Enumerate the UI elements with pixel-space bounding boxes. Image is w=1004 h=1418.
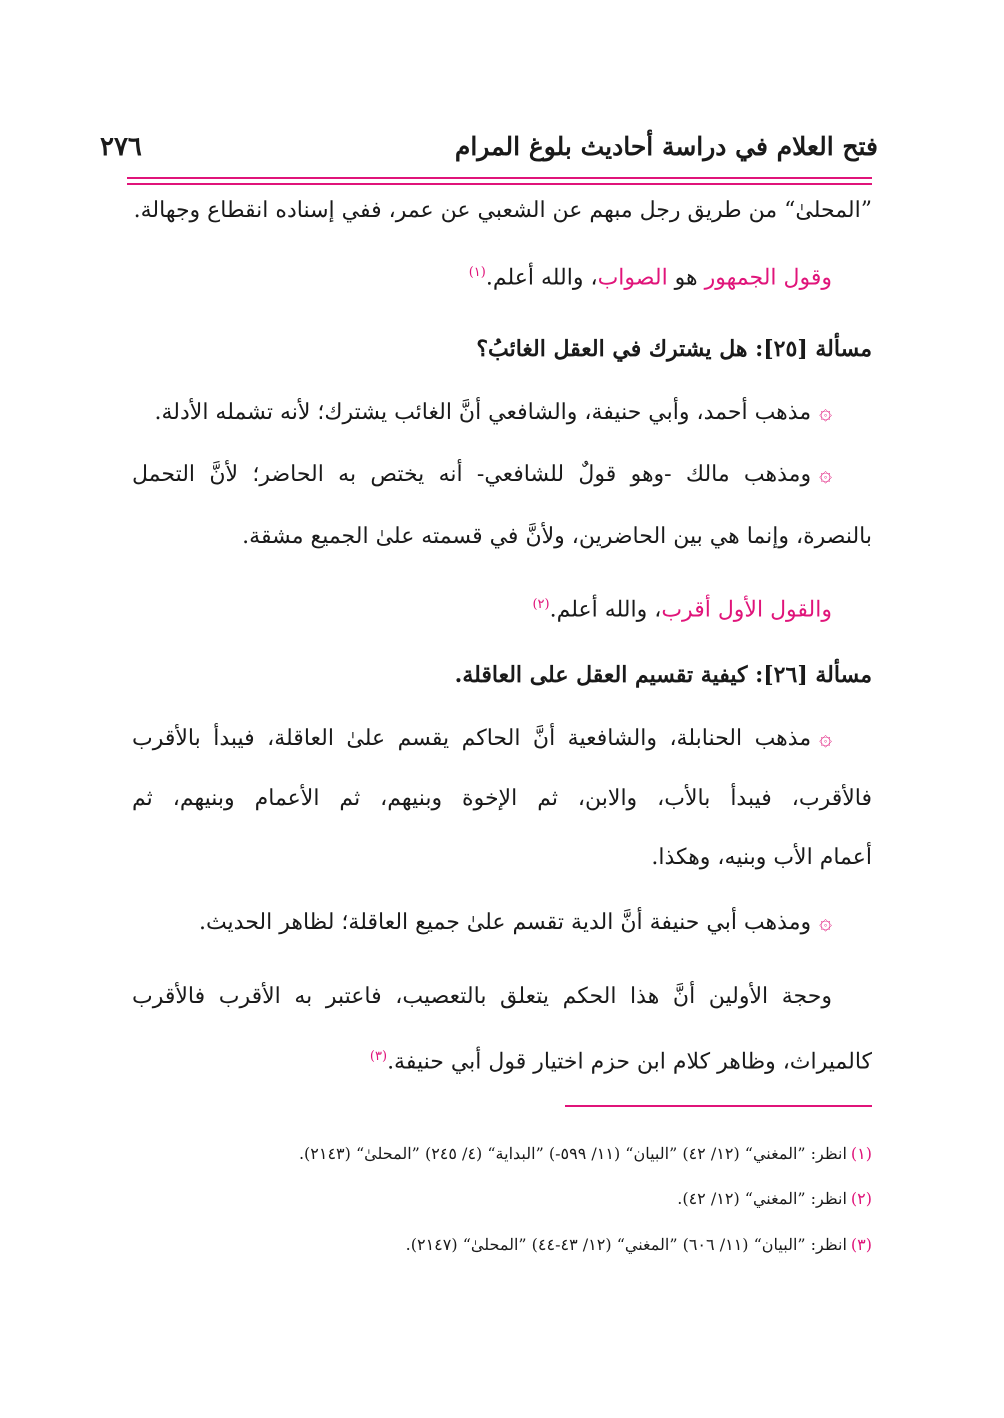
footnote-number: (١) (850, 1144, 872, 1163)
paragraph-5-line-2 (132, 1042, 872, 1077)
first-opinion-conclusion (132, 590, 872, 625)
header-rule-top (127, 177, 872, 179)
footnote-ref: (٣) (369, 1049, 388, 1064)
paragraph-4 (132, 908, 872, 938)
paragraph-2-line-1 (132, 460, 872, 490)
text-segment: كالميراث، وظاهر كلام ابن حزم اختيار قول أبي حنيفة. (387, 1049, 872, 1075)
emphasis-text: والقول الأول أقرب (661, 597, 832, 623)
text-segment: ، والله أعلم. (485, 265, 598, 291)
header-rule-bottom (127, 183, 872, 185)
emphasis-text: الصواب (597, 265, 668, 291)
running-title: فتح العلام في دراسة أحاديث بلوغ المرام (454, 132, 878, 161)
text-segment: مذهب أحمد، وأبي حنيفة، والشافعي أنَّ الغائب يشترك؛ لأنه تشمله الأدلة. (154, 400, 812, 425)
question-label: مسألة [٢٥]: (755, 336, 872, 362)
footnote-text: انظر: ”المغني“ (١٢/ ٤٢) ”البيان“ (١١/ ٥٩٩-) ”البداية“ (٤/ ٢٤٥) ”المحلىٰ“ (٢١٤٣). (298, 1144, 847, 1163)
body-line-1 (132, 196, 872, 226)
paragraph-3-line-2 (132, 784, 872, 814)
flower-bullet-icon: ۞ (819, 726, 832, 751)
question-25-heading (132, 334, 872, 364)
flower-bullet-icon: ۞ (819, 910, 832, 935)
footnote-text: انظر: ”المغني“ (١٢/ ٤٢). (677, 1189, 847, 1208)
question-title: هل يشترك في العقل الغائبُ؟ (476, 336, 756, 362)
footnote-separator (565, 1105, 872, 1107)
flower-bullet-icon: ۞ (819, 462, 832, 487)
emphasis-text: وقول الجمهور (704, 265, 832, 291)
paragraph-3-line-1 (132, 724, 872, 754)
footnote-text: انظر: ”البيان“ (١١/ ٦٠٦) ”المغني“ (١٢/ ٤٣-٤٤) ”المحلىٰ“ (٢١٤٧). (405, 1235, 847, 1254)
paragraph-5-line-1 (132, 982, 872, 1012)
text-segment: ، والله أعلم. (549, 597, 662, 623)
paragraph-1 (132, 398, 872, 428)
question-label: مسألة [٢٦]: (755, 662, 872, 688)
text-segment: هو (667, 265, 705, 291)
text-segment: ومذهب مالك -وهو قولٌ للشافعي- أنه يختص به الحاضر؛ لأنَّ التحمل (132, 462, 812, 487)
text-segment: أعمام الأب وبنيه، وهكذا. (651, 845, 872, 870)
footnote-ref: (٢) (532, 597, 550, 612)
text-segment: ”المحلىٰ“ من طريق رجل مبهم عن الشعبي عن عمر، ففي إسناده انقطاع وجهالة. (133, 198, 872, 223)
text-segment: بالنصرة، وإنما هي بين الحاضرين، ولأنَّ في قسمته علىٰ الجميع مشقة. (242, 524, 872, 549)
footnote-1 (132, 1142, 872, 1166)
text-segment: ومذهب أبي حنيفة أنَّ الدية تقسم علىٰ جميع العاقلة؛ لظاهر الحديث. (198, 910, 812, 935)
text-segment: فالأقرب، فيبدأ بالأب، والابن، ثم الإخوة وبنيهم، ثم الأعمام وبنيهم، ثم (132, 786, 872, 811)
footnote-ref: (١) (468, 265, 486, 280)
footnote-3 (132, 1233, 872, 1257)
jumhur-conclusion (132, 258, 872, 293)
flower-bullet-icon: ۞ (819, 400, 832, 425)
paragraph-3-line-3 (132, 843, 872, 873)
footnote-number: (٢) (850, 1189, 872, 1208)
text-segment: وحجة الأولين أنَّ هذا الحكم يتعلق بالتعصيب، فاعتبر به الأقرب فالأقرب (132, 984, 832, 1009)
footnote-2 (132, 1187, 872, 1211)
page-number: ٢٧٦ (100, 132, 142, 162)
paragraph-2-line-2 (132, 522, 872, 552)
question-26-heading (132, 660, 872, 690)
question-title: كيفية تقسيم العقل على العاقلة. (454, 662, 756, 688)
text-segment: مذهب الحنابلة، والشافعية أنَّ الحاكم يقسم علىٰ العاقلة، فيبدأ بالأقرب (132, 726, 812, 751)
footnote-number: (٣) (850, 1235, 872, 1254)
